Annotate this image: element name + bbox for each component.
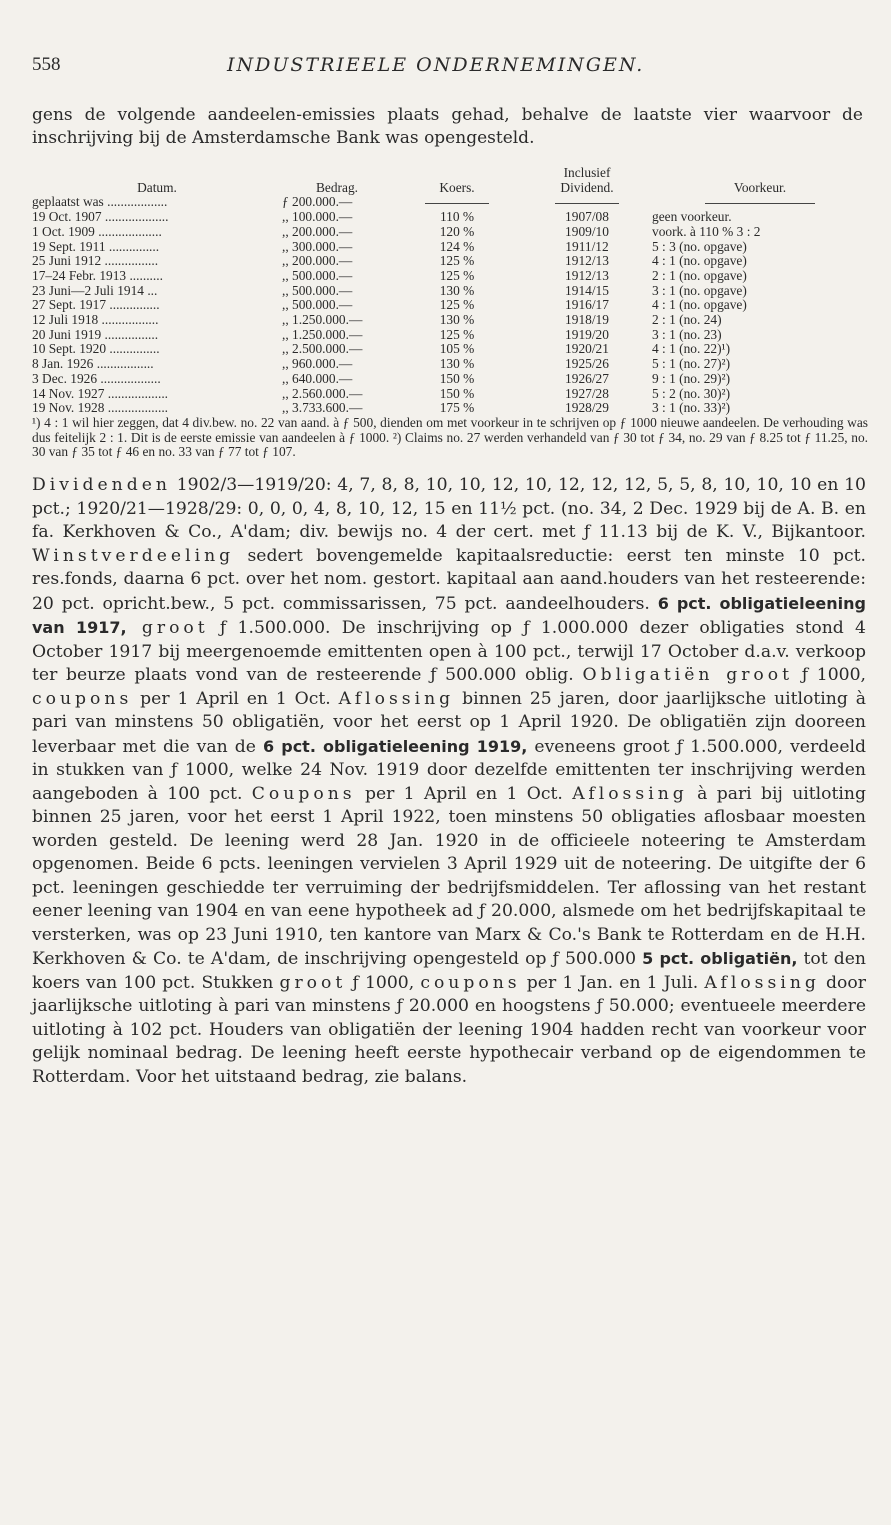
cell-bedrag: ,, 500.000.— xyxy=(282,267,353,283)
cell-bedrag: ,, 500.000.— xyxy=(282,297,353,313)
cell-dividend: 1928/29 xyxy=(565,400,609,416)
footnote: ¹) 4 : 1 wil hier zeggen, dat 4 div.bew. no. 22 van aand. à ƒ 500, dienden om met voorkeur in te schrijven op ƒ 1000 nieuwe aandeelen. De verhouding was dus feitelijk 2 : 1. Dit is de eerste emissie van aandeelen à ƒ 1000. ²) Claims no. 27 werden verhandeld van ƒ 30 tot ƒ 34, no. 29 van ƒ 8.25 tot ƒ 11.25, no. 30 van ƒ 35 tot ƒ 46 en no. 33 van ƒ 77 tot ƒ 107. xyxy=(32,414,868,460)
bold-heading: 6 pct. obligatieleening 1919, xyxy=(262,736,528,756)
cell-bedrag: ,, 960.000.— xyxy=(282,356,353,372)
cell-bedrag: ,, 500.000.— xyxy=(282,282,353,298)
cell-koers: 130 % xyxy=(439,282,475,298)
rule xyxy=(392,195,522,210)
spaced-term: coupons xyxy=(32,688,133,709)
table-row xyxy=(32,298,868,313)
table-row xyxy=(32,269,868,284)
table-header-row xyxy=(32,181,868,196)
table-row xyxy=(32,313,868,328)
cell-voorkeur: 3 : 1 (no. 33)²) xyxy=(652,400,731,416)
cell-bedrag: ,, 200.000.— xyxy=(282,253,353,269)
cell-date: 1 Oct. 1909 ................... xyxy=(32,223,162,239)
text-run: door jaarlijksche uitloting à pari van minstens ƒ 20.000 en hoogstens ƒ 50.000; eventueele meerdere uitloting à 102 pct. Houders van obligatiën der leening 1904 hadden recht van voorkeur voor gelijk nominaal bedrag. De leening heeft eerste hypothecair verband op de eigendommen te Rotterdam. Voor het uitstaand bedrag, zie balans. xyxy=(32,972,866,1087)
table-row xyxy=(32,387,868,402)
cell-date: 19 Sept. 1911 ............... xyxy=(32,238,160,254)
table-row-first xyxy=(32,195,868,210)
table-row xyxy=(32,401,868,416)
cell-dividend: 1916/17 xyxy=(565,297,609,313)
spaced-term: Dividenden xyxy=(32,475,171,496)
cell-bedrag: ,, 200.000.— xyxy=(282,223,353,239)
cell-date: 23 Juni—2 Juli 1914 ... xyxy=(32,282,158,298)
header-inclusief: Inclusief xyxy=(563,165,611,180)
header-koers: Koers. xyxy=(439,179,475,195)
cell-bedrag: ƒ 200.000.— xyxy=(282,194,353,210)
table-header-row-top xyxy=(32,166,868,181)
table-row xyxy=(32,254,868,269)
spaced-term: coupons xyxy=(420,972,521,993)
table-row xyxy=(32,357,868,372)
cell-koers: 125 % xyxy=(439,297,475,313)
cell-koers: 150 % xyxy=(439,370,475,386)
spaced-term: Winstverdeeling xyxy=(32,545,235,566)
cell-date: 20 Juni 1919 ................ xyxy=(32,326,159,342)
header-voorkeur: Voorkeur. xyxy=(733,179,787,195)
cell-dividend: 1912/13 xyxy=(565,267,609,283)
cell-voorkeur: 9 : 1 (no. 29)²) xyxy=(652,370,731,386)
cell-koers: 125 % xyxy=(439,253,475,269)
spaced-term: groot xyxy=(126,618,209,639)
cell-bedrag: ,, 640.000.— xyxy=(282,370,353,386)
cell-dividend: 1925/26 xyxy=(565,356,609,372)
table-row xyxy=(32,210,868,225)
cell-voorkeur: 5 : 2 (no. 30)²) xyxy=(652,385,731,401)
cell-voorkeur: 4 : 1 (no. opgave) xyxy=(652,297,747,313)
cell-koers: 120 % xyxy=(439,223,475,239)
cell-dividend: 1914/15 xyxy=(565,282,609,298)
cell-date: 14 Nov. 1927 .................. xyxy=(32,385,169,401)
table-row xyxy=(32,328,868,343)
cell-koers: 105 % xyxy=(439,341,475,357)
header-dividend: Dividend. xyxy=(560,179,614,195)
cell-dividend: 1919/20 xyxy=(565,326,609,342)
cell-voorkeur: 3 : 1 (no. 23) xyxy=(652,326,722,342)
cell-dividend: 1912/13 xyxy=(565,253,609,269)
cell-bedrag: ,, 1.250.000.— xyxy=(282,312,363,328)
bold-heading: 6 pct. obligatieleening van 1917, xyxy=(32,593,867,638)
table-row xyxy=(32,342,868,357)
cell-date: 25 Juni 1912 ................ xyxy=(32,253,159,269)
text-run: tot den koers van 100 pct. Stukken xyxy=(32,949,867,993)
cell-date: 12 Juli 1918 ................. xyxy=(32,312,159,328)
cell-bedrag: ,, 2.500.000.— xyxy=(282,341,363,357)
spaced-term: Obligatiën groot xyxy=(582,665,794,686)
cell-date: 3 Dec. 1926 .................. xyxy=(32,370,161,386)
cell-date: 8 Jan. 1926 ................. xyxy=(32,356,154,372)
table-row xyxy=(32,225,868,240)
emissions-table xyxy=(32,166,868,416)
cell-voorkeur: 4 : 1 (no. opgave) xyxy=(652,253,747,269)
text-run: eveneens groot ƒ 1.500.000, verdeeld in stukken van ƒ 1000, welke 24 Nov. 1919 door dezelfde emittenten ter inschrijving werden aangeboden à 100 pct. xyxy=(32,736,867,804)
text-run: ƒ 1000, xyxy=(793,665,867,686)
cell-date: 27 Sept. 1917 ............... xyxy=(32,297,160,313)
cell-date: 19 Nov. 1928 .................. xyxy=(32,400,169,416)
rule xyxy=(522,195,652,210)
table-row xyxy=(32,240,868,255)
cell-voorkeur: 3 : 1 (no. opgave) xyxy=(652,282,747,298)
text-run: binnen 25 jaren, door jaarlijksche uitloting à pari van minstens 50 obligatiën, voor het eerst op 1 April 1920. De obligatiën zijn dooreen leverbaar met die van de xyxy=(32,688,866,757)
cell-voorkeur: 2 : 1 (no. opgave) xyxy=(652,267,747,283)
text-run: ƒ 1000, xyxy=(346,972,421,993)
cell-date: 17–24 Febr. 1913 .......... xyxy=(32,267,163,283)
rule xyxy=(652,195,868,210)
spaced-term: Coupons xyxy=(251,783,356,804)
spaced-term: groot xyxy=(279,972,347,993)
cell-koers: 150 % xyxy=(439,385,475,401)
cell-voorkeur: 4 : 1 (no. 22)¹) xyxy=(652,341,731,357)
text-run: per 1 April en 1 Oct. xyxy=(132,688,339,709)
cell-koers: 130 % xyxy=(439,356,475,372)
text-run: per 1 Jan. en 1 Juli. xyxy=(520,972,705,993)
cell-koers: 175 % xyxy=(439,400,475,416)
running-head xyxy=(32,54,863,86)
cell-dividend: 1907/08 xyxy=(565,209,609,225)
table-row xyxy=(32,284,868,299)
cell-voorkeur: 5 : 3 (no. opgave) xyxy=(652,238,747,254)
page-number: 558 xyxy=(32,54,61,75)
table-row xyxy=(32,372,868,387)
text-run: à pari bij uitloting binnen 25 jaren, voor het eerst 1 April 1922, toen minstens 50 obligaties aflosbaar moesten worden gesteld. De leening werd 28 Jan. 1920 in de officieele noteering te Amsterdam opgenomen. Beide 6 pcts. leeningen vervielen 3 April 1929 uit de noteering. De uitgifte der 6 pct. leeningen geschiedde ter verruiming der bedrijfsmiddelen. Ter aflossing van het restant eener leening van 1904 en van eene hypotheek ad ƒ 20.000, alsmede om het bedrijfskapitaal te versterken, was op 23 Juni 1910, ten kantore van Marx & Co.'s Bank te Rotterdam en de H.H. Kerkhoven & Co. te A'dam, de inschrijving opengesteld op ƒ 500.000 xyxy=(32,783,866,970)
header-datum: Datum. xyxy=(137,179,177,195)
cell-bedrag: ,, 2.560.000.— xyxy=(282,385,363,401)
intro-paragraph: gens de volgende aandeelen-emissies plaats gehad, behalve de laatste vier waarvoor de inschrijving bij de Amsterdamsche Bank was opengesteld. xyxy=(32,105,863,148)
cell-dividend: 1909/10 xyxy=(565,223,609,239)
cell-bedrag: ,, 100.000.— xyxy=(282,209,353,225)
cell-voorkeur: 2 : 1 (no. 24) xyxy=(652,312,722,328)
spaced-term: Aflossing xyxy=(338,688,455,709)
cell-dividend: 1911/12 xyxy=(565,238,609,254)
header-bedrag: Bedrag. xyxy=(315,179,359,195)
cell-dividend: 1918/19 xyxy=(565,312,609,328)
cell-voorkeur: 5 : 1 (no. 27)²) xyxy=(652,356,731,372)
text-run: sedert bovengemelde kapitaalsreductie: eerst ten minste 10 pct. res.fonds, daarna 6 pct. over het nom. gestort. kapitaal aan aand.houders van het resteerende: 20 pct. opricht.bew., 5 pct. commissarissen, 75 pct. aandeelhouders. xyxy=(32,545,866,614)
cell-voorkeur: voork. à 110 % 3 : 2 xyxy=(652,223,761,239)
cell-date: geplaatst was .................. xyxy=(32,194,168,210)
text-run: per 1 April en 1 Oct. xyxy=(355,783,573,804)
cell-koers: 110 % xyxy=(439,209,475,225)
text-run: ƒ 1.500.000. De inschrijving op ƒ 1.000.000 dezer obligaties stond 4 October 1917 bij meergenoemde emittenten open à 100 pct., terwijl 17 October d.a.v. verkoop ter beurze plaats vond van de resteerende ƒ 500.000 oblig. xyxy=(32,618,866,686)
cell-bedrag: ,, 300.000.— xyxy=(282,238,353,254)
cell-koers: 125 % xyxy=(439,326,475,342)
cell-dividend: 1927/28 xyxy=(565,385,609,401)
bold-heading: 5 pct. obligatiën, xyxy=(642,949,798,969)
cell-koers: 124 % xyxy=(439,238,475,254)
cell-koers: 125 % xyxy=(439,267,475,283)
cell-dividend: 1926/27 xyxy=(565,370,609,386)
spaced-term: Aflossing xyxy=(572,783,688,804)
cell-voorkeur: geen voorkeur. xyxy=(652,209,732,225)
cell-date: 10 Sept. 1920 ............... xyxy=(32,341,160,357)
spaced-term: Aflossing xyxy=(704,972,820,993)
cell-koers: 130 % xyxy=(439,312,475,328)
cell-bedrag: ,, 3.733.600.— xyxy=(282,400,363,416)
running-title: INDUSTRIEELE ONDERNEMINGEN. xyxy=(227,54,645,76)
body-text xyxy=(32,474,866,1089)
text-run: 1902/3—1919/20: 4, 7, 8, 8, 10, 10, 12, 10, 12, 12, 12, 5, 5, 8, 10, 10, 10 en 10 pct.; 1920/21—1928/29: 0, 0, 0, 4, 8, 10, 12, 15 en 11½ pct. (no. 34, 2 Dec. 1929 bij de A. B. en fa. Kerkhoven & Co., A'dam; div. bewijs no. 4 der cert. met ƒ 11.13 bij de K. V., Bijkantoor. xyxy=(32,475,866,543)
cell-date: 19 Oct. 1907 ................... xyxy=(32,209,169,225)
cell-dividend: 1920/21 xyxy=(565,341,609,357)
cell-bedrag: ,, 1.250.000.— xyxy=(282,326,363,342)
